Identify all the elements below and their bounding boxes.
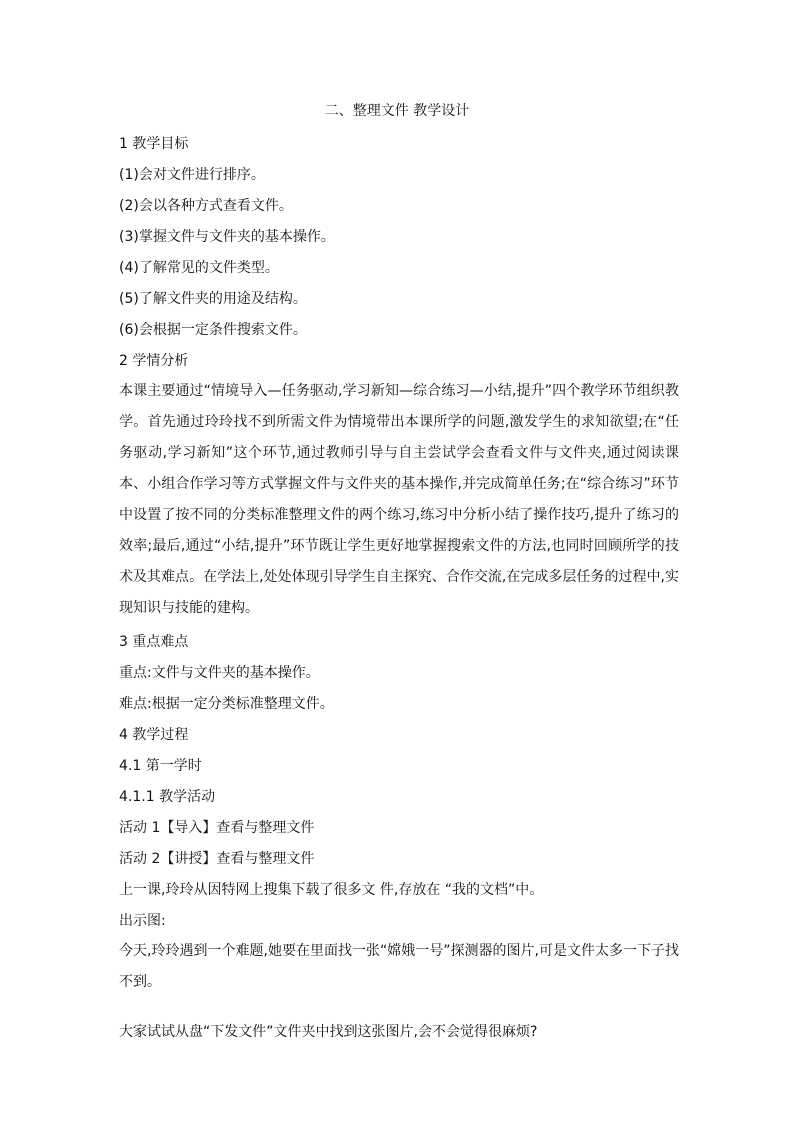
section-heading-process: 4 教学过程 — [119, 727, 189, 743]
objective-item: (3)掌握文件与文件夹的基本操作。 — [119, 229, 335, 245]
body-text: 出示图: — [119, 913, 166, 929]
section-heading-key-points: 3 重点难点 — [119, 634, 189, 650]
activity-heading: 活动 2【讲授】查看与整理文件 — [119, 851, 315, 867]
analysis-paragraph: 本课主要通过“情境导入—任务驱动,学习新知—综合练习—小结,提升”四个教学环节组织教学。首先通过玲玲找不到所需文件为情境带出本课所学的问题,激发学生的求知欲望;在“任务驱动,学习新知”这个环节,通过教师引导与自主尝试学会查看文件与文件夹,通过阅读课本、小组合作学习等方式掌握文件与文件夹的基本操作,并完成简单任务;在“综合练习”环节中设置了按不同的分类标准整理文件的两个练习,练习中分析小结了操作技巧,提升了练习的效率;最后,通过“小结,提升”环节既让学生更好地掌握搜索文件的方法,也同时回顾所学的技 术及其难点。在学法上,处处体现引导学生自主探究、合作交流,在完成多层任务的过程中,实现知识与技能的建构。 — [119, 383, 679, 616]
objective-item: (4)了解常见的文件类型。 — [119, 260, 279, 276]
activity-heading: 活动 1【导入】查看与整理文件 — [119, 820, 315, 836]
objective-item: (5)了解文件夹的用途及结构。 — [119, 291, 307, 307]
body-paragraph: 今天,玲玲遇到一个难题,她要在里面找一张“嫦娥一号”探测器的图片,可是文件太多一下子找不到。 — [119, 943, 679, 990]
objective-item: (1)会对文件进行排序。 — [119, 167, 265, 183]
section-heading-analysis: 2 学情分析 — [119, 353, 189, 369]
body-text: 上一课,玲玲从因特网上搜集下载了很多文 件,存放在 “我的文档”中。 — [119, 882, 544, 898]
document-title: 二、整理文件 教学设计 — [324, 103, 470, 119]
section-heading-objectives: 1 教学目标 — [119, 136, 189, 152]
objective-item: (2)会以各种方式查看文件。 — [119, 198, 293, 214]
key-point-text: 重点:文件与文件夹的基本操作。 — [119, 665, 320, 681]
difficulty-text: 难点:根据一定分类标准整理文件。 — [119, 696, 334, 712]
subsection-heading: 4.1 第一学时 — [119, 758, 202, 774]
subsection-heading: 4.1.1 教学活动 — [119, 789, 216, 805]
objective-item: (6)会根据一定条件搜索文件。 — [119, 322, 307, 338]
body-text: 大家试试从盘“下发文件”文件夹中找到这张图片,会不会觉得很麻烦? — [119, 1024, 538, 1040]
